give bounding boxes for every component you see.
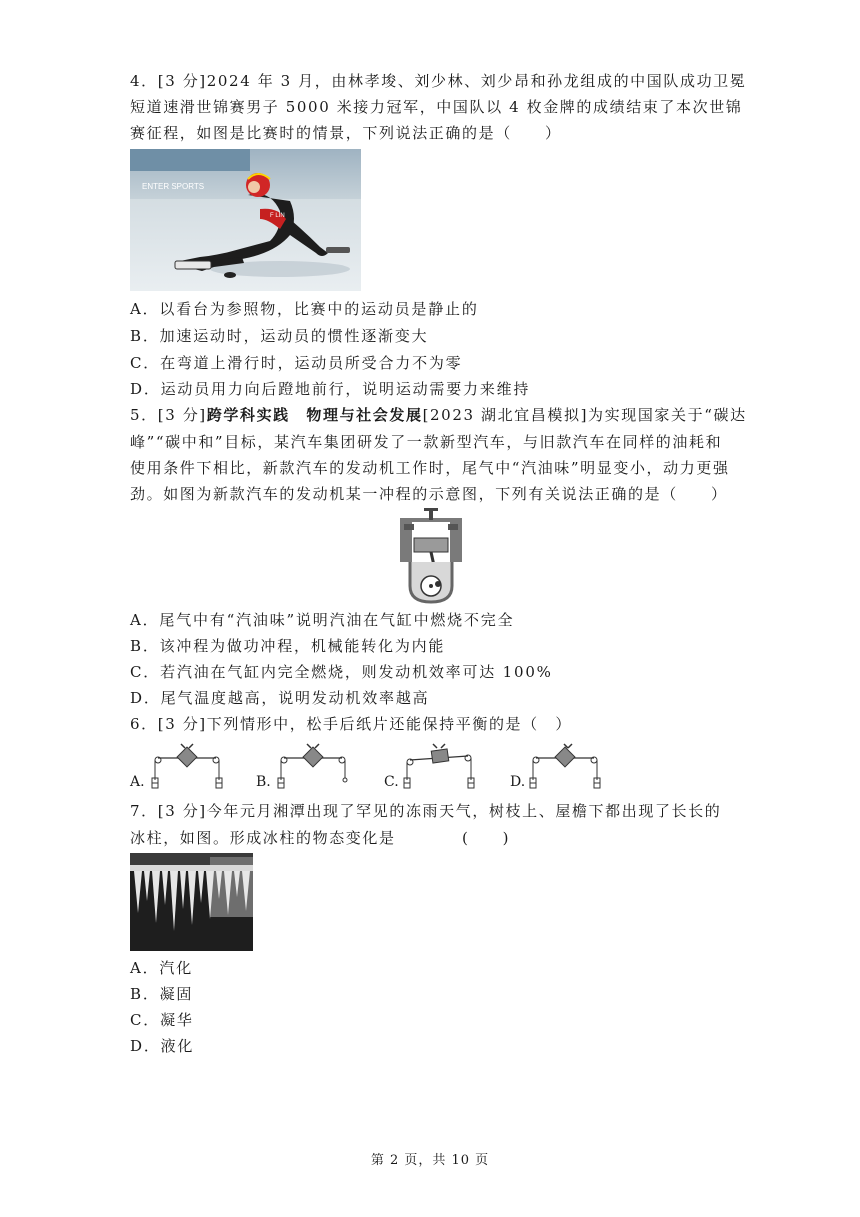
q4-option-d: D．运动员用力向后蹬地前行，说明运动需要力来维持 [130, 380, 531, 398]
q6-label-b: B. [256, 774, 271, 790]
q6-label-d: D. [510, 774, 526, 790]
q4-option-c: C．在弯道上滑行时，运动员所受合力不为零 [130, 354, 463, 372]
q6-figures [130, 742, 630, 792]
q5-line-1 [130, 405, 747, 425]
q4-option-b: B．加速运动时，运动员的惯性逐渐变大 [130, 327, 429, 345]
q5-option-a: A．尾气中有“汽油味”说明汽油在气缸中燃烧不完全 [130, 611, 515, 629]
banner-text: ENTER SPORTS [142, 182, 205, 191]
q5-line-3: 使用条件下相比，新款汽车的发动机工作时，尾气中“汽油味”明显变小，动力更强 [130, 459, 730, 477]
q5-option-b: B．该冲程为做功冲程，机械能转化为内能 [130, 637, 446, 655]
q4-line-3: 赛征程，如图是比赛时的情景，下列说法正确的是（ ） [130, 124, 562, 142]
q7-line-2: 冰柱，如图。形成冰柱的物态变化是 ( ) [130, 829, 511, 847]
q5-option-d: D．尾气温度越高，说明发动机效率越高 [130, 689, 430, 707]
icicle-photo [130, 853, 253, 951]
q4-line-1: 4．[3 分]2024 年 3 月，由林孝埈、刘少林、刘少昂和孙龙组成的中国队成功卫冕 [130, 72, 747, 90]
q5-tag: 跨学科实践 物理与社会发展 [206, 406, 423, 424]
skater-photo [130, 149, 361, 291]
q6-label-a: A. [130, 774, 145, 790]
q6-figure-c [402, 742, 476, 790]
engine-stroke-diagram [398, 508, 464, 604]
q6-line-1: 6．[3 分]下列情形中，松手后纸片还能保持平衡的是（ ） [130, 715, 572, 733]
q7-option-c: C．凝华 [130, 1011, 194, 1029]
q7-line-1: 7．[3 分]今年元月湘潭出现了罕见的冻雨天气，树枝上、屋檐下都出现了长长的 [130, 802, 722, 820]
q4-option-a: A．以看台为参照物，比赛中的运动员是静止的 [130, 300, 479, 318]
q7-option-d: D．液化 [130, 1037, 195, 1055]
page-footer: 第 2 页，共 10 页 [370, 1153, 490, 1168]
q7-option-b: B．凝固 [130, 985, 194, 1003]
q4-line-2: 短道速滑世锦赛男子 5000 米接力冠军，中国队以 4 枚金牌的成绩结束了本次世锦 [130, 98, 743, 116]
q5-line-1-rest: [2023 湖北宜昌模拟]为实现国家关于“碳达 [422, 406, 747, 424]
q6-label-c: C. [384, 774, 399, 790]
q5-line-4: 劲。如图为新款汽车的发动机某一冲程的示意图，下列有关说法正确的是（ ） [130, 485, 728, 503]
q5-line-2: 峰”“碳中和”目标，某汽车集团研发了一款新型汽车，与旧款汽车在同样的油耗和 [130, 433, 723, 451]
helmet-text: F LIN [270, 213, 285, 219]
q5-option-c: C．若汽油在气缸内完全燃烧，则发动机效率可达 100% [130, 663, 553, 681]
q7-option-a: A．汽化 [130, 959, 194, 977]
q6-figure-a [150, 742, 224, 790]
q6-figure-d [528, 742, 602, 790]
q5-prefix: 5．[3 分] [130, 406, 207, 424]
q6-figure-b [276, 742, 350, 790]
